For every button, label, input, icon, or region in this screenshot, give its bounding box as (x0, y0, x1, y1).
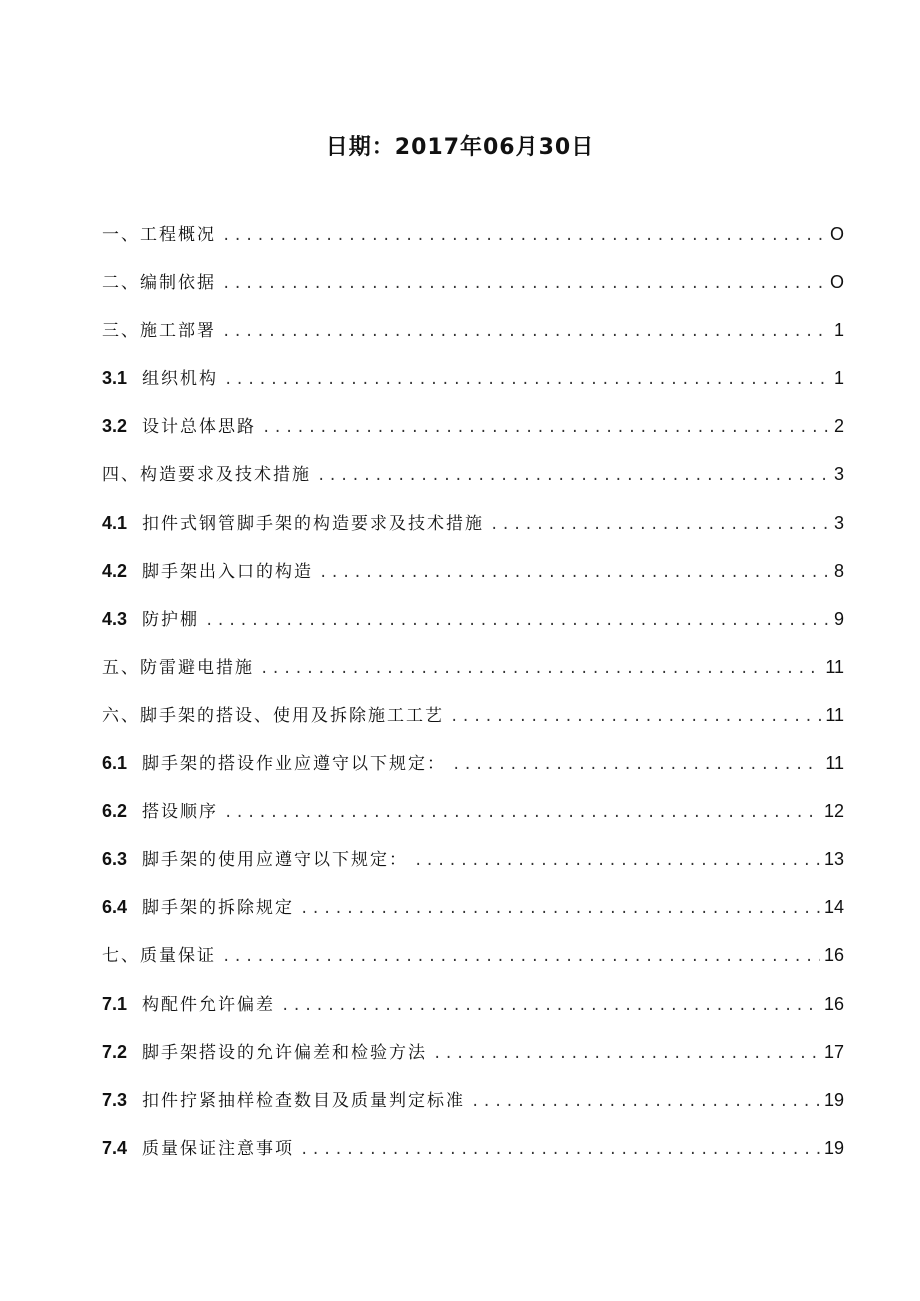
toc-entry[interactable] (102, 557, 844, 605)
toc-entry-page-number: 17 (823, 1041, 844, 1062)
toc-entry[interactable] (102, 268, 844, 316)
toc-entry-number: 7.4 (102, 1137, 128, 1158)
toc-entry-title: 防护棚 (142, 609, 199, 630)
toc-dot-leader (222, 949, 820, 965)
toc-entry-page-number: 2 (833, 416, 844, 437)
toc-entry[interactable] (102, 1038, 844, 1086)
toc-entry-number: 3.2 (102, 416, 128, 437)
toc-dot-leader (205, 613, 830, 629)
toc-dot-leader (260, 661, 821, 677)
table-of-contents (102, 220, 844, 1182)
toc-dot-leader (222, 324, 830, 340)
toc-entry-title: 脚手架搭设的允许偏差和检验方法 (142, 1042, 427, 1063)
toc-entry-page-number: 1 (833, 320, 844, 341)
toc-dot-leader (319, 565, 830, 581)
toc-entry-title: 构配件允许偏差 (142, 994, 275, 1015)
toc-entry-page-number: 3 (833, 464, 844, 485)
toc-entry-title: 脚手架出入口的构造 (142, 561, 313, 582)
toc-entry-title: 四、构造要求及技术措施 (102, 465, 311, 486)
toc-entry-page-number: 8 (833, 560, 844, 581)
toc-entry[interactable] (102, 509, 844, 557)
toc-dot-leader (317, 468, 830, 484)
toc-entry-title: 六、脚手架的搭设、使用及拆除施工工艺 (102, 705, 444, 726)
toc-entry[interactable] (102, 316, 844, 364)
toc-entry-number: 6.1 (102, 753, 128, 774)
toc-dot-leader (300, 901, 820, 917)
toc-entry[interactable] (102, 893, 844, 941)
toc-entry-page-number: 3 (833, 512, 844, 533)
toc-entry-number: 7.3 (102, 1089, 128, 1110)
toc-entry[interactable] (102, 653, 844, 701)
toc-dot-leader (414, 853, 820, 869)
toc-entry-number: 4.3 (102, 608, 128, 629)
toc-entry-page-number: 11 (825, 704, 844, 725)
toc-entry-title: 质量保证注意事项 (142, 1138, 294, 1159)
toc-entry-page-number: 13 (823, 849, 844, 870)
toc-dot-leader (281, 998, 820, 1014)
toc-entry-title: 设计总体思路 (142, 417, 256, 438)
toc-entry-number: 4.1 (102, 512, 128, 533)
toc-entry[interactable] (102, 1134, 844, 1182)
toc-entry[interactable] (102, 605, 844, 653)
toc-entry-title: 七、质量保证 (102, 946, 216, 967)
toc-entry[interactable] (102, 220, 844, 268)
toc-dot-leader (224, 805, 820, 821)
toc-entry-title: 三、施工部署 (102, 321, 216, 342)
toc-entry[interactable] (102, 1086, 844, 1134)
toc-dot-leader (222, 276, 826, 292)
toc-dot-leader (433, 1046, 820, 1062)
toc-entry[interactable] (102, 941, 844, 989)
toc-entry[interactable] (102, 701, 844, 749)
toc-entry[interactable] (102, 990, 844, 1038)
toc-entry-page-number: 19 (823, 1089, 844, 1110)
toc-entry-number: 3.1 (102, 368, 128, 389)
toc-entry[interactable] (102, 749, 844, 797)
toc-dot-leader (452, 757, 821, 773)
toc-entry-title: 扣件式钢管脚手架的构造要求及技术措施 (142, 513, 484, 534)
toc-entry-page-number: O (829, 224, 844, 244)
toc-entry-title: 脚手架的拆除规定 (142, 898, 294, 919)
toc-dot-leader (224, 372, 830, 388)
toc-entry-number: 7.1 (102, 993, 128, 1014)
toc-entry-page-number: 14 (823, 897, 844, 918)
toc-entry-page-number: O (829, 272, 844, 293)
toc-entry-page-number: 16 (823, 945, 844, 966)
toc-dot-leader (222, 228, 826, 244)
document-date: 日期：2017年06月30日 (325, 135, 595, 160)
toc-entry[interactable] (102, 460, 844, 508)
toc-entry-title: 搭设顺序 (142, 802, 218, 823)
toc-dot-leader (471, 1094, 820, 1110)
toc-dot-leader (262, 420, 830, 436)
toc-entry-page-number: 19 (823, 1137, 844, 1158)
toc-dot-leader (490, 517, 830, 533)
toc-entry-title: 脚手架的使用应遵守以下规定： (142, 850, 408, 871)
toc-entry-number: 6.2 (102, 801, 128, 822)
toc-entry[interactable] (102, 797, 844, 845)
toc-entry-page-number: 12 (823, 801, 844, 822)
toc-entry-number: 4.2 (102, 560, 128, 581)
toc-entry-title: 组织机构 (142, 369, 218, 390)
toc-entry-number: 6.4 (102, 897, 128, 918)
toc-entry-title: 五、防雷避电措施 (102, 657, 254, 678)
toc-entry-title: 二、编制依据 (102, 273, 216, 294)
toc-entry-page-number: 1 (833, 368, 844, 389)
toc-entry[interactable] (102, 412, 844, 460)
toc-entry-page-number: 9 (833, 608, 844, 629)
toc-entry-number: 6.3 (102, 849, 128, 870)
toc-entry-title: 扣件拧紧抽样检查数目及质量判定标准 (142, 1090, 465, 1111)
toc-entry[interactable] (102, 364, 844, 412)
toc-entry-page-number: 16 (823, 993, 844, 1014)
toc-entry-page-number: 11 (825, 656, 844, 677)
toc-dot-leader (450, 709, 821, 725)
toc-entry-number: 7.2 (102, 1041, 128, 1062)
toc-entry-title: 一、工程概况 (102, 225, 216, 245)
toc-entry-title: 脚手架的搭设作业应遵守以下规定： (142, 754, 446, 775)
toc-entry-page-number: 11 (825, 753, 844, 774)
toc-dot-leader (300, 1142, 820, 1158)
toc-entry[interactable] (102, 845, 844, 893)
